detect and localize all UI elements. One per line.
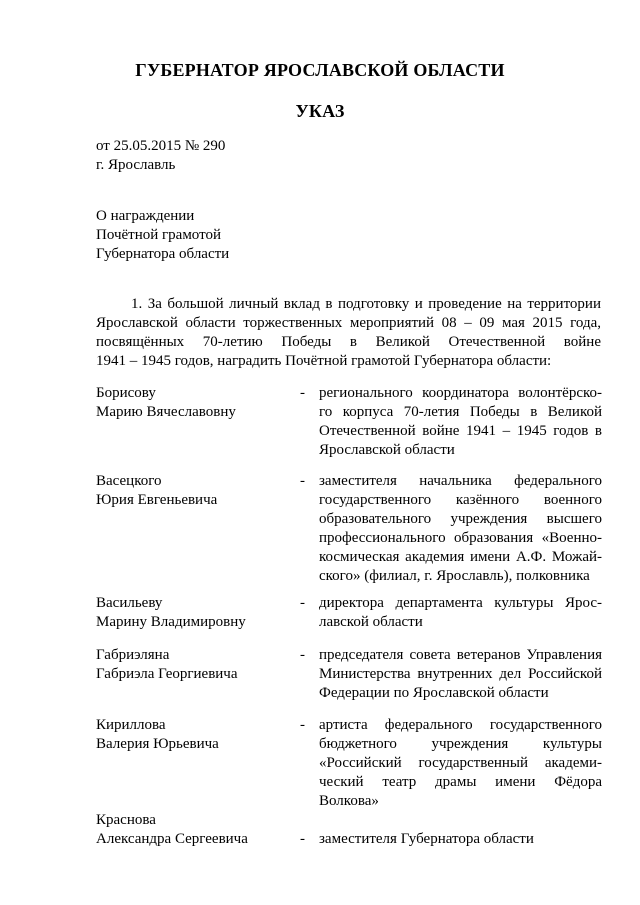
awardee-surname: Кириллова bbox=[96, 717, 166, 733]
awardee-desc-line: бюджетного учреждения культуры bbox=[319, 736, 602, 752]
awardee-surname: Габриэляна bbox=[96, 647, 170, 663]
authority-title: ГУБЕРНАТОР ЯРОСЛАВСКОЙ ОБЛАСТИ bbox=[135, 60, 505, 80]
awardee-surname: Васильеву bbox=[96, 595, 163, 611]
awardee-surname: Васецкого bbox=[96, 473, 162, 489]
awardee-desc-line: го корпуса 70-летия Победы в Великой bbox=[319, 404, 602, 420]
awardee-desc-line: регионального координатора волонтёрско- bbox=[319, 385, 602, 401]
awardee-given-name: Габриэла Георгиевича bbox=[96, 666, 238, 682]
awardee-desc-line: «Российский государственный академи- bbox=[319, 755, 602, 771]
awardee-desc-line: образовательного учреждения высшего bbox=[319, 511, 602, 527]
date-number: от 25.05.2015 № 290 bbox=[96, 138, 226, 154]
awardee-surname: Борисову bbox=[96, 385, 156, 401]
awardee-desc-line: государственного казённого военного bbox=[319, 492, 602, 508]
awardee-desc-line: Волкова» bbox=[319, 793, 379, 809]
awardee-desc-line: директора департамента культуры Ярос- bbox=[319, 595, 602, 611]
dash-separator: - bbox=[300, 717, 305, 733]
paragraph-line: 1941 – 1945 годов, наградить Почётной грамотой Губернатора области: bbox=[96, 353, 552, 369]
awardee-surname: Краснова bbox=[96, 812, 156, 828]
awardee-desc-line: Ярославской области bbox=[319, 442, 455, 458]
awardee-desc-line: профессионального образования «Военно- bbox=[319, 530, 602, 546]
dash-separator: - bbox=[300, 385, 305, 401]
awardee-given-name: Марину Владимировну bbox=[96, 614, 246, 630]
dash-separator: - bbox=[300, 647, 305, 663]
paragraph-line: 1. За большой личный вклад в подготовку и проведение на территории bbox=[131, 296, 601, 312]
subject-line: Губернатора области bbox=[96, 246, 230, 262]
awardee-desc-line: заместителя начальника федерального bbox=[319, 473, 602, 489]
paragraph-line: Ярославской области торжественных мероприятий 08 – 09 мая 2015 года, bbox=[96, 315, 601, 331]
awardee-desc-line: космическая академия имени А.Ф. Можай- bbox=[319, 549, 602, 565]
awardee-desc-line: Федерации по Ярославской области bbox=[319, 685, 549, 701]
awardee-desc-line: Отечественной войне 1941 – 1945 годов в bbox=[319, 423, 602, 439]
awardee-desc-line: председателя совета ветеранов Управления bbox=[319, 647, 602, 663]
awardee-desc-line: Министерства внутренних дел Российской bbox=[319, 666, 602, 682]
place: г. Ярославль bbox=[96, 157, 176, 173]
awardee-desc-line: ческий театр драмы имени Фёдора bbox=[319, 774, 602, 790]
subject-line: Почётной грамотой bbox=[96, 227, 221, 243]
awardee-desc-line: артиста федерального государственного bbox=[319, 717, 602, 733]
dash-separator: - bbox=[300, 473, 305, 489]
awardee-given-name: Марию Вячеславовну bbox=[96, 404, 236, 420]
awardee-given-name: Александра Сергеевича bbox=[96, 831, 248, 847]
awardee-desc-line: заместителя Губернатора области bbox=[319, 831, 534, 847]
awardee-desc-line: ского» (филиал, г. Ярославль), полковника bbox=[319, 568, 590, 584]
dash-separator: - bbox=[300, 595, 305, 611]
subject-line: О награждении bbox=[96, 208, 195, 224]
awardee-desc-line: лавской области bbox=[319, 614, 423, 630]
dash-separator: - bbox=[300, 831, 305, 847]
document-type: УКАЗ bbox=[295, 101, 345, 121]
paragraph-line: посвящённых 70-летию Победы в Великой Отечественной войне bbox=[96, 334, 601, 350]
awardee-given-name: Юрия Евгеньевича bbox=[96, 492, 218, 508]
awardee-given-name: Валерия Юрьевича bbox=[96, 736, 219, 752]
